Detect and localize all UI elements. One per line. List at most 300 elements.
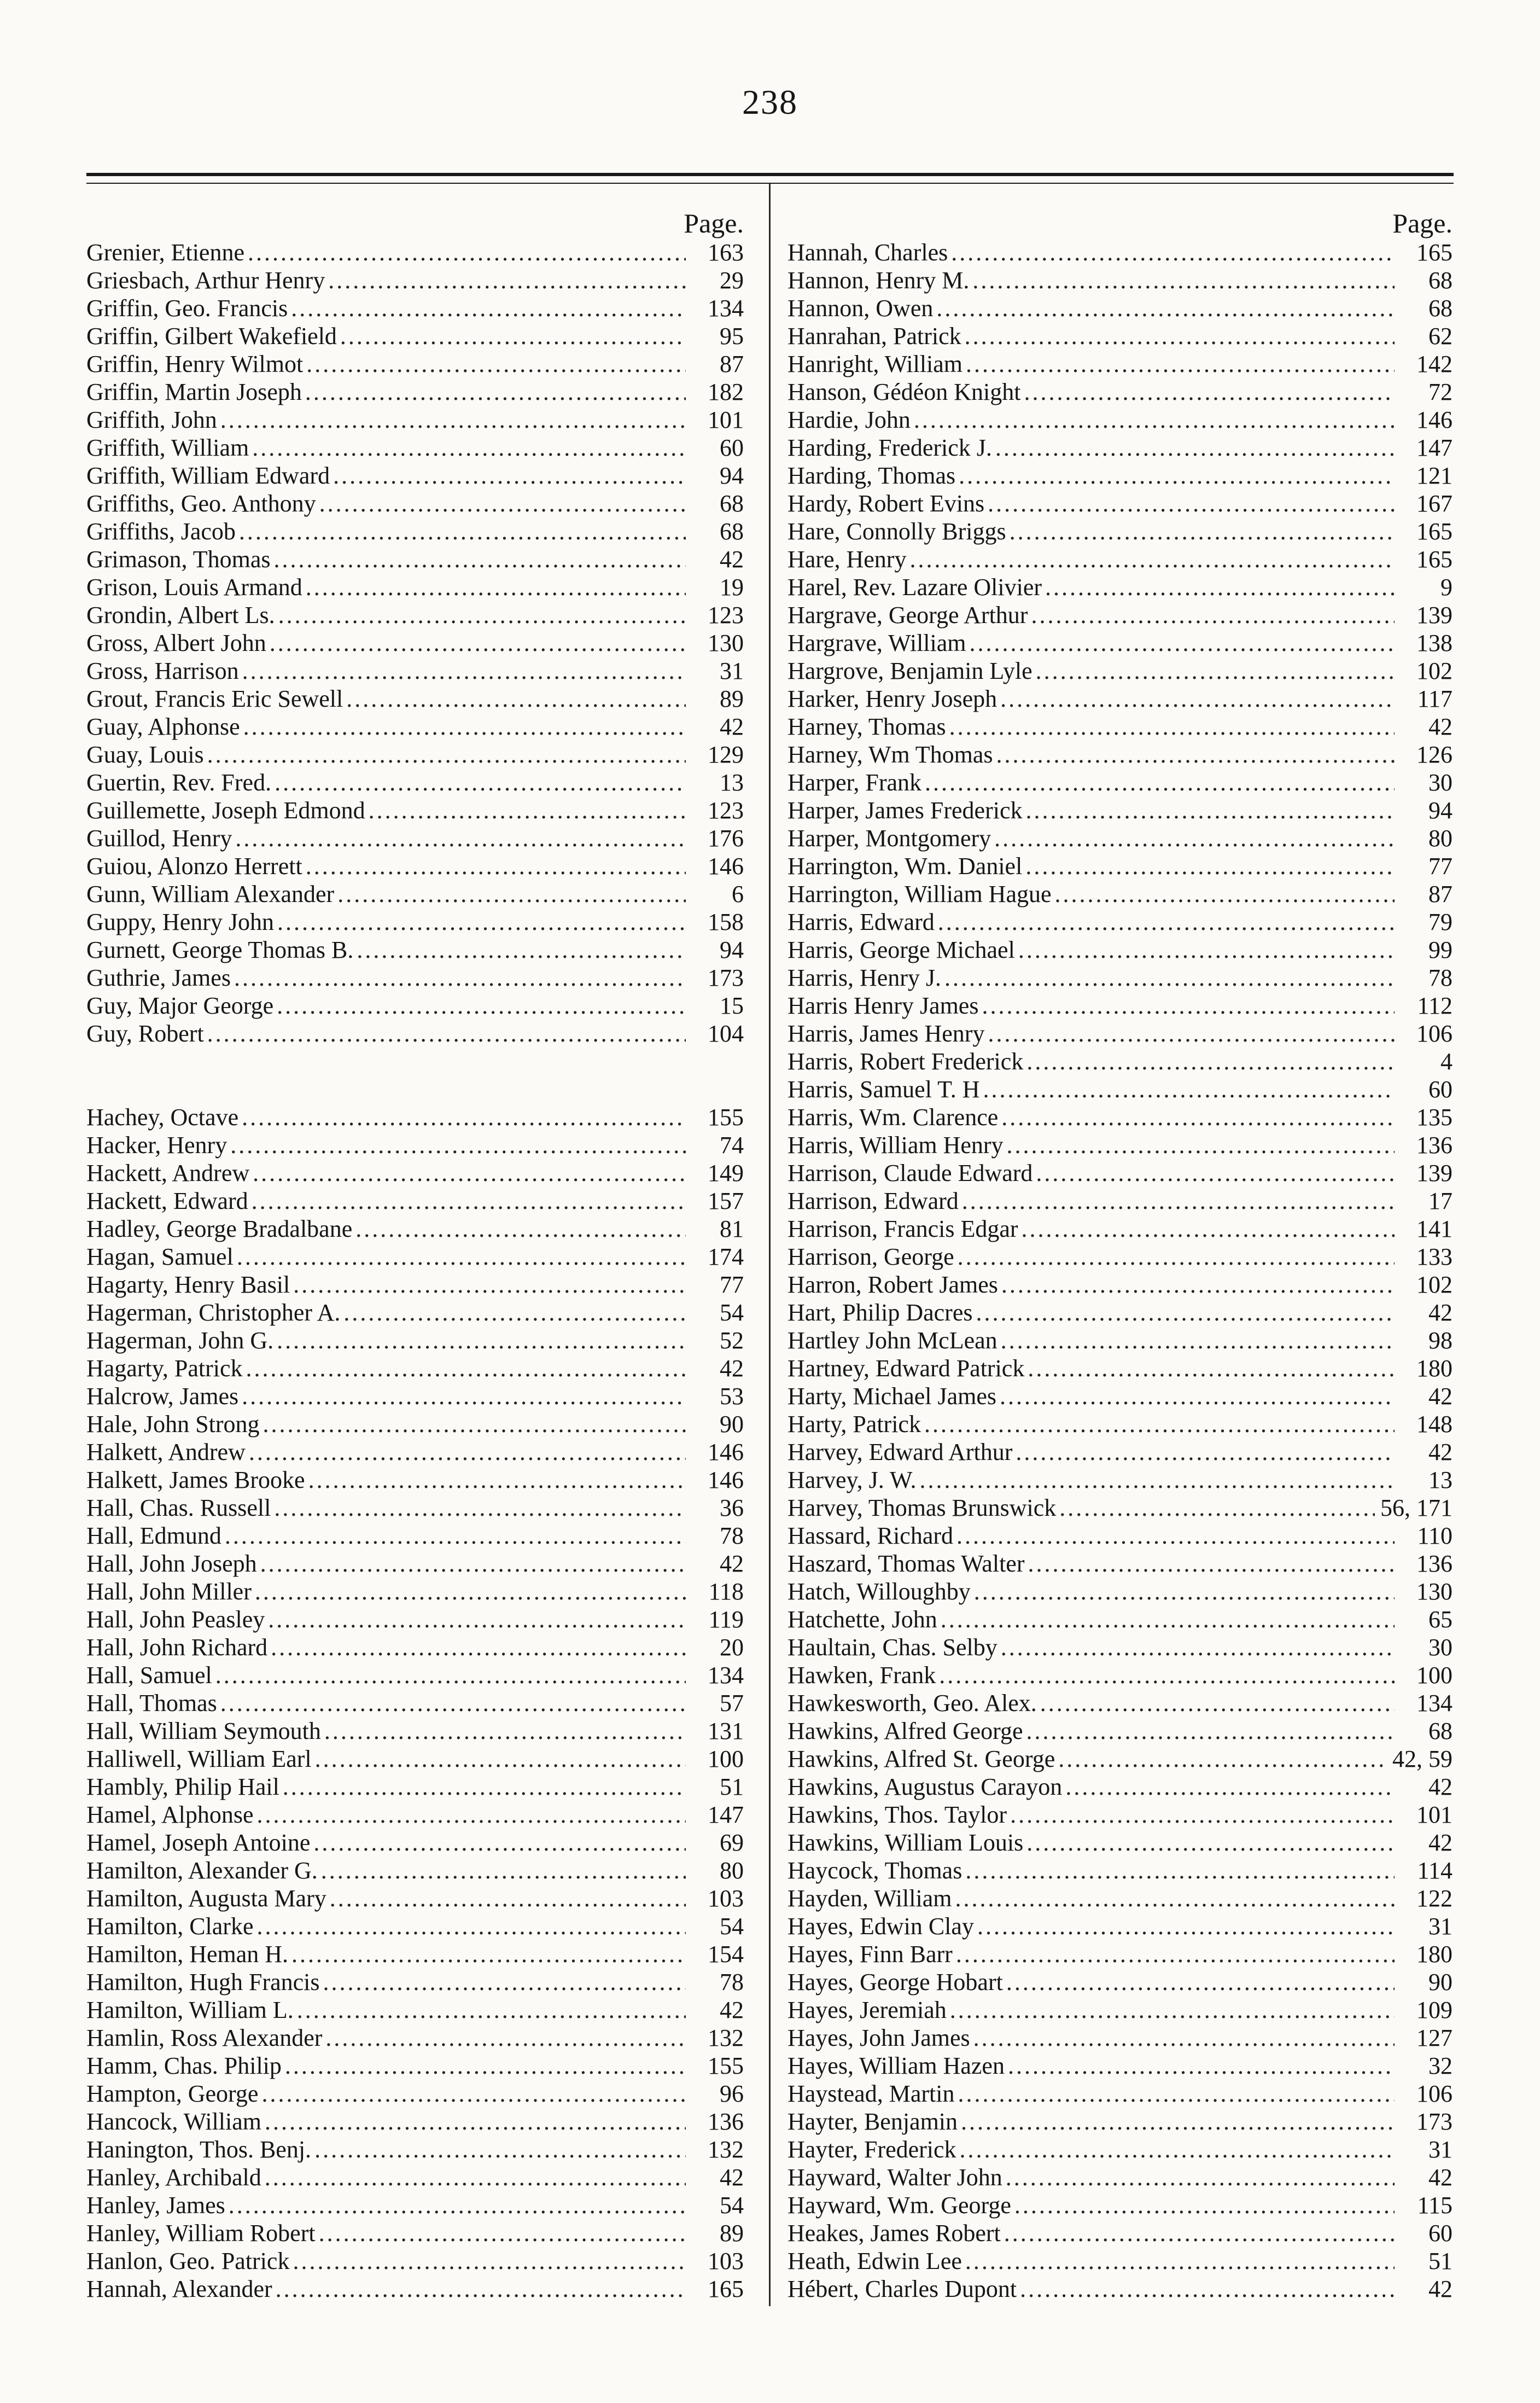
- entry-name: Hall, William Seymouth: [86, 1718, 321, 1744]
- entry-page: 99: [1428, 936, 1452, 963]
- entry-page: 30: [1428, 769, 1452, 796]
- entry-page: 42, 59: [1392, 1745, 1452, 1772]
- index-entry: [86, 657, 744, 685]
- index-entry: [788, 545, 1452, 573]
- index-entry: [788, 852, 1452, 880]
- entry-name: Hagerman, Christopher A.: [86, 1299, 341, 1326]
- entry-name: Harris, Wm. Clarence: [788, 1104, 999, 1131]
- index-entry: [788, 1605, 1452, 1633]
- index-entry: [788, 1103, 1452, 1131]
- index-entry: [86, 1550, 744, 1578]
- index-entry: [86, 1857, 744, 1884]
- dot-leader: [1004, 2219, 1395, 2247]
- entry-name: Hall, John Richard: [86, 1634, 268, 1661]
- entry-page: 119: [708, 1606, 744, 1633]
- index-entry: [86, 1912, 744, 1940]
- entry-page: 141: [1416, 1215, 1452, 1242]
- entry-page: 154: [708, 1941, 744, 1968]
- entry-page: 30: [1428, 1634, 1452, 1661]
- dot-leader: [983, 1075, 1395, 1103]
- dot-leader: [973, 2024, 1395, 2052]
- dot-leader: [323, 1968, 686, 1996]
- entry-page: 165: [708, 2276, 744, 2302]
- index-entry: [788, 1661, 1452, 1689]
- dot-leader: [328, 266, 686, 294]
- index-entry: [788, 741, 1452, 769]
- dot-leader: [220, 406, 686, 434]
- entry-page: 135: [1416, 1104, 1452, 1131]
- entry-name: Hachey, Octave: [86, 1104, 239, 1131]
- index-entry: [86, 796, 744, 824]
- entry-name: Halcrow, James: [86, 1383, 239, 1410]
- entry-page: 134: [708, 295, 744, 322]
- entry-page: 78: [720, 1522, 744, 1549]
- entry-page: 103: [708, 1885, 744, 1912]
- entry-page: 9: [1440, 574, 1452, 601]
- entry-name: Harrington, Wm. Daniel: [788, 853, 1023, 880]
- dot-leader: [265, 2163, 686, 2191]
- dot-leader: [237, 1243, 686, 1271]
- index-entry: [86, 1159, 744, 1187]
- entry-name: Hayter, Benjamin: [788, 2108, 958, 2135]
- entry-name: Hackett, Edward: [86, 1188, 248, 1214]
- header-rule-thick: [86, 173, 1454, 176]
- entry-page: 52: [720, 1327, 744, 1354]
- index-entry: [788, 1020, 1452, 1048]
- entry-page: 155: [708, 1104, 744, 1131]
- entry-page: 13: [1428, 1467, 1452, 1493]
- dot-leader: [1001, 1633, 1395, 1661]
- dot-leader: [1055, 880, 1395, 908]
- dot-leader: [271, 1633, 686, 1661]
- entry-name: Hamilton, Clarke: [86, 1913, 254, 1940]
- index-entry: [788, 2247, 1452, 2275]
- entry-name: Hall, John Miller: [86, 1578, 252, 1605]
- index-entry: [788, 880, 1452, 908]
- entry-page: 139: [1416, 602, 1452, 629]
- entry-page: 56, 171: [1380, 1494, 1452, 1521]
- entry-name: Harty, Michael James: [788, 1383, 997, 1410]
- dot-leader: [291, 1940, 686, 1968]
- entry-name: Hacker, Henry: [86, 1132, 228, 1159]
- entry-name: Griffith, William: [86, 434, 249, 461]
- entry-page: 94: [720, 936, 744, 963]
- dot-leader: [333, 462, 686, 490]
- index-entry: [86, 2275, 744, 2303]
- dot-leader: [274, 1494, 686, 1522]
- dot-leader: [276, 2275, 686, 2303]
- dot-leader: [242, 657, 686, 685]
- dot-leader: [319, 2219, 686, 2247]
- entry-page: 90: [720, 1411, 744, 1438]
- dot-leader: [1022, 1215, 1395, 1243]
- dot-leader: [330, 1884, 686, 1912]
- entry-name: Haultain, Chas. Selby: [788, 1634, 998, 1661]
- dot-leader: [962, 1187, 1395, 1215]
- dot-leader: [285, 2052, 686, 2080]
- entry-name: Grimason, Thomas: [86, 546, 271, 573]
- entry-page: 96: [720, 2080, 744, 2107]
- dot-leader: [1001, 1271, 1395, 1299]
- index-entry: [788, 294, 1452, 322]
- entry-name: Hargrave, William: [788, 630, 966, 656]
- index-entry: [86, 406, 744, 434]
- index-entry: [86, 629, 744, 657]
- entry-name: Hamel, Joseph Antoine: [86, 1829, 311, 1856]
- index-entry: [788, 1075, 1452, 1103]
- entry-page: 147: [1416, 434, 1452, 461]
- index-entry: [788, 406, 1452, 434]
- index-entry: [788, 1215, 1452, 1243]
- entry-page: 100: [1416, 1662, 1452, 1689]
- entry-page: 42: [1428, 1773, 1452, 1800]
- entry-page: 134: [708, 1662, 744, 1689]
- dot-leader: [1018, 936, 1395, 964]
- index-entry: [86, 1326, 744, 1354]
- entry-page: 77: [1428, 853, 1452, 880]
- index-entry: [86, 1020, 744, 1048]
- index-entry: [788, 713, 1452, 741]
- entry-page: 115: [1417, 2192, 1452, 2219]
- entry-page: 155: [708, 2052, 744, 2079]
- entry-page: 182: [708, 379, 744, 405]
- entry-page: 60: [1428, 2220, 1452, 2247]
- entry-name: Harney, Thomas: [788, 713, 946, 740]
- entry-name: Hanley, Archibald: [86, 2164, 261, 2191]
- entry-name: Hébert, Charles Dupont: [788, 2276, 1017, 2302]
- entry-name: Gunn, William Alexander: [86, 881, 335, 907]
- dot-leader: [357, 936, 686, 964]
- index-entry: [86, 2024, 744, 2052]
- index-entry: [86, 1466, 744, 1494]
- index-entry: [86, 1633, 744, 1661]
- entry-page: 110: [1417, 1522, 1452, 1549]
- index-entry: [788, 1689, 1452, 1717]
- entry-page: 123: [708, 797, 744, 824]
- entry-name: Hawkins, Augustus Carayon: [788, 1773, 1063, 1800]
- entry-name: Hadley, George Bradalbane: [86, 1215, 353, 1242]
- index-entry: [788, 769, 1452, 796]
- entry-page: 130: [708, 630, 744, 656]
- entry-name: Harker, Henry Joseph: [788, 685, 998, 712]
- dot-leader: [220, 1689, 686, 1717]
- entry-name: Hassard, Richard: [788, 1522, 954, 1549]
- dot-leader: [949, 713, 1395, 741]
- index-entry: [788, 629, 1452, 657]
- dot-leader: [959, 462, 1395, 490]
- entry-page: 158: [708, 909, 744, 935]
- index-entry: [86, 2163, 744, 2191]
- dot-leader: [277, 1326, 686, 1354]
- entry-name: Harris Henry James: [788, 992, 979, 1019]
- entry-page: 15: [720, 992, 744, 1019]
- entry-page: 180: [1416, 1941, 1452, 1968]
- dot-leader: [1014, 2191, 1395, 2219]
- entry-name: Hayes, Jeremiah: [788, 1997, 947, 2023]
- index-entry: [86, 1605, 744, 1633]
- entry-name: Griffiths, Jacob: [86, 518, 236, 545]
- dot-leader: [1000, 1382, 1395, 1410]
- index-entry: [788, 517, 1452, 545]
- dot-leader: [248, 238, 686, 266]
- entry-page: 42: [1428, 1829, 1452, 1856]
- dot-leader: [956, 1940, 1395, 1968]
- entry-name: Halkett, James Brooke: [86, 1467, 305, 1493]
- index-entry: [86, 741, 744, 769]
- index-entry: [788, 1354, 1452, 1382]
- dot-leader: [369, 796, 686, 824]
- dot-leader: [1026, 796, 1395, 824]
- entry-page: 42: [1428, 713, 1452, 740]
- dot-leader: [1045, 573, 1395, 601]
- dot-leader: [225, 1522, 686, 1550]
- index-entry: [86, 1215, 744, 1243]
- dot-leader: [1031, 601, 1395, 629]
- index-entry: [86, 601, 744, 629]
- entry-page: 127: [1416, 2024, 1452, 2051]
- index-entry: [86, 2108, 744, 2136]
- entry-page: 19: [720, 574, 744, 601]
- index-entry: [788, 601, 1452, 629]
- entry-page: 54: [720, 1913, 744, 1940]
- entry-page: 109: [1416, 1997, 1452, 2023]
- entry-name: Hamilton, Alexander G.: [86, 1857, 318, 1884]
- entry-page: 163: [708, 239, 744, 266]
- entry-name: Grison, Louis Armand: [86, 574, 302, 601]
- entry-name: Hamilton, William L.: [86, 1997, 294, 2023]
- index-entry: [86, 1243, 744, 1271]
- entry-page: 20: [720, 1634, 744, 1661]
- entry-page: 68: [1428, 1718, 1452, 1744]
- entry-page: 32: [1428, 2052, 1452, 2079]
- dot-leader: [242, 1103, 686, 1131]
- dot-leader: [944, 964, 1395, 992]
- index-entry: [86, 378, 744, 406]
- dot-leader: [925, 769, 1395, 796]
- index-entry: [86, 1103, 744, 1131]
- dot-leader: [1007, 1131, 1395, 1159]
- index-entry: [86, 2136, 744, 2163]
- index-entry: [86, 1187, 744, 1215]
- index-entry: [788, 1884, 1452, 1912]
- index-entry: [788, 1633, 1452, 1661]
- entry-name: Harrison, George: [788, 1243, 954, 1270]
- dot-leader: [1028, 1550, 1395, 1578]
- entry-page: 29: [720, 267, 744, 294]
- index-entry: [86, 1884, 744, 1912]
- index-entry: [788, 1382, 1452, 1410]
- entry-name: Guillemette, Joseph Edmond: [86, 797, 365, 824]
- dot-leader: [263, 1410, 686, 1438]
- entry-name: Guay, Louis: [86, 741, 204, 768]
- entry-name: Grenier, Etienne: [86, 239, 244, 266]
- dot-leader: [1058, 1745, 1387, 1773]
- dot-leader: [308, 1466, 686, 1494]
- index-entry: [86, 1745, 744, 1773]
- dot-leader: [936, 294, 1395, 322]
- dot-leader: [265, 2108, 686, 2136]
- dot-leader: [283, 1773, 686, 1801]
- entry-page: 60: [1428, 1076, 1452, 1103]
- index-entry: [86, 1299, 744, 1326]
- dot-leader: [270, 629, 686, 657]
- entry-page: 165: [1416, 239, 1452, 266]
- index-entry: [86, 350, 744, 378]
- entry-page: 173: [1416, 2108, 1452, 2135]
- index-entry: [86, 1968, 744, 1996]
- entry-name: Griesbach, Arthur Henry: [86, 267, 325, 294]
- entry-name: Guy, Robert: [86, 1020, 204, 1047]
- entry-name: Guy, Major George: [86, 992, 274, 1019]
- entry-name: Griffith, William Edward: [86, 462, 330, 489]
- index-entry: [788, 1829, 1452, 1857]
- entry-name: Harel, Rev. Lazare Olivier: [788, 574, 1042, 601]
- entry-name: Harper, Montgomery: [788, 825, 991, 852]
- entry-name: Hall, Thomas: [86, 1690, 217, 1717]
- dot-leader: [976, 1299, 1395, 1326]
- entry-name: Harris, George Michael: [788, 936, 1015, 963]
- index-entry: [788, 266, 1452, 294]
- entry-name: Gurnett, George Thomas B.: [86, 936, 354, 963]
- index-entry: [788, 1466, 1452, 1494]
- index-entry: [86, 964, 744, 992]
- dot-leader: [1001, 1103, 1395, 1131]
- index-entry: [86, 1382, 744, 1410]
- entry-page: 53: [720, 1383, 744, 1410]
- index-entry: [788, 1857, 1452, 1884]
- dot-leader: [291, 294, 686, 322]
- entry-page: 60: [720, 434, 744, 461]
- dot-leader: [275, 769, 686, 796]
- entry-name: Hamm, Chas. Philip: [86, 2052, 282, 2079]
- dot-leader: [1026, 1717, 1395, 1745]
- entry-name: Hagarty, Henry Basil: [86, 1271, 290, 1298]
- dot-leader: [977, 1912, 1395, 1940]
- entry-name: Hanley, William Robert: [86, 2220, 316, 2247]
- index-entry: [86, 1494, 744, 1522]
- index-entry: [86, 2219, 744, 2247]
- index-entry: [86, 1940, 744, 1968]
- entry-name: Hartney, Edward Patrick: [788, 1355, 1025, 1382]
- index-entry: [788, 1438, 1452, 1466]
- dot-leader: [260, 1550, 686, 1578]
- dot-leader: [355, 1215, 686, 1243]
- entry-name: Heath, Edwin Lee: [788, 2248, 962, 2274]
- section-gap: [86, 1048, 744, 1103]
- index-entry: [788, 1745, 1452, 1773]
- dot-leader: [956, 1522, 1395, 1550]
- entry-page: 4: [1440, 1048, 1452, 1075]
- dot-leader: [249, 1438, 686, 1466]
- dot-leader: [982, 992, 1395, 1020]
- index-entry: [86, 1578, 744, 1605]
- index-entry: [86, 713, 744, 741]
- index-entry: [86, 2247, 744, 2275]
- entry-name: Hayward, Walter John: [788, 2164, 1002, 2191]
- entry-name: Hare, Henry: [788, 546, 907, 573]
- entry-name: Harrington, William Hague: [788, 881, 1052, 907]
- column-divider: [769, 184, 771, 2306]
- entry-page: 123: [708, 602, 744, 629]
- dot-leader: [1065, 1773, 1395, 1801]
- entry-name: Hamilton, Hugh Francis: [86, 1969, 320, 1995]
- entry-page: 68: [1428, 267, 1452, 294]
- dot-leader: [234, 964, 686, 992]
- index-entry: [86, 1996, 744, 2024]
- entry-name: Hampton, George: [86, 2080, 259, 2107]
- entry-page: 31: [1428, 1913, 1452, 1940]
- entry-name: Heakes, James Robert: [788, 2220, 1001, 2247]
- dot-leader: [988, 1020, 1395, 1048]
- entry-page: 87: [720, 351, 744, 377]
- dot-leader: [306, 350, 686, 378]
- entry-name: Guay, Alphonse: [86, 713, 240, 740]
- entry-page: 106: [1416, 2080, 1452, 2107]
- dot-leader: [1016, 1438, 1395, 1466]
- dot-leader: [1024, 378, 1395, 406]
- dot-leader: [277, 908, 686, 936]
- index-entry: [86, 880, 744, 908]
- entry-name: Hanlon, Geo. Patrick: [86, 2248, 290, 2274]
- dot-leader: [960, 2136, 1395, 2163]
- dot-leader: [253, 1159, 686, 1187]
- entry-page: 94: [720, 462, 744, 489]
- column-header-left: Page.: [684, 208, 744, 238]
- index-entry: [788, 1048, 1452, 1075]
- index-entry: [788, 1940, 1452, 1968]
- index-entry: [788, 434, 1452, 462]
- index-entry: [788, 685, 1452, 713]
- entry-name: Griffin, Gilbert Wakefield: [86, 323, 337, 350]
- dot-leader: [1036, 657, 1395, 685]
- index-entry: [788, 1968, 1452, 1996]
- index-entry: [86, 1717, 744, 1745]
- entry-name: Harding, Thomas: [788, 462, 956, 489]
- entry-name: Harris, James Henry: [788, 1020, 985, 1047]
- entry-page: 42: [1428, 1439, 1452, 1465]
- entry-name: Hart, Philip Dacres: [788, 1299, 973, 1326]
- index-entry: [86, 685, 744, 713]
- entry-name: Hall, John Peasley: [86, 1606, 265, 1633]
- entry-name: Hannon, Henry M.: [788, 267, 970, 294]
- dot-leader: [965, 1857, 1395, 1884]
- entry-name: Hall, Samuel: [86, 1662, 212, 1689]
- index-entry: [788, 1159, 1452, 1187]
- dot-leader: [274, 545, 686, 573]
- entry-page: 129: [708, 741, 744, 768]
- index-entry: [788, 350, 1452, 378]
- entry-page: 79: [1428, 909, 1452, 935]
- entry-name: Grondin, Albert Ls.: [86, 602, 275, 629]
- entry-name: Hayden, William: [788, 1885, 952, 1912]
- entry-page: 121: [1416, 462, 1452, 489]
- index-entry: [86, 2052, 744, 2080]
- index-entry: [86, 1271, 744, 1299]
- entry-name: Hardie, John: [788, 406, 911, 433]
- dot-leader: [343, 1299, 686, 1326]
- dot-leader: [1026, 1829, 1395, 1857]
- index-entry: [86, 517, 744, 545]
- entry-page: 122: [1416, 1885, 1452, 1912]
- dot-leader: [1028, 1354, 1395, 1382]
- entry-name: Hagerman, John G.: [86, 1327, 274, 1354]
- index-entry: [86, 238, 744, 266]
- dot-leader: [277, 992, 686, 1020]
- column-header-right: Page.: [1392, 208, 1452, 238]
- entry-name: Hamilton, Heman H.: [86, 1941, 289, 1968]
- dot-leader: [939, 1661, 1395, 1689]
- entry-page: 95: [720, 323, 744, 350]
